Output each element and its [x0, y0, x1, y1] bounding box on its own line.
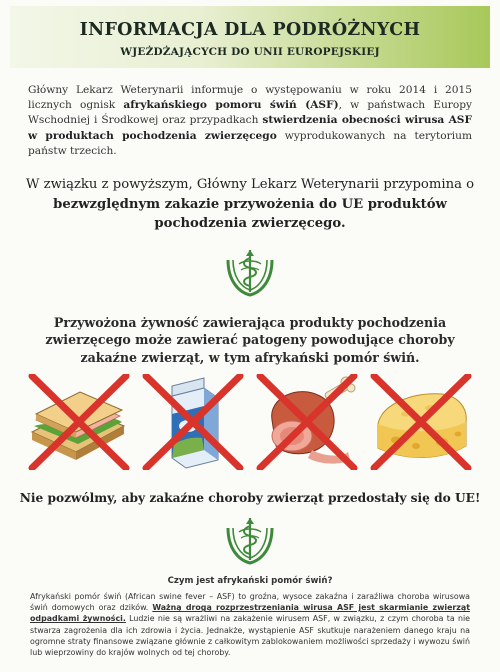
appeal-text: Nie pozwólmy, aby zakaźne choroby zwierząt przedostały się do UE!	[19, 491, 481, 505]
intro-text-3: wyprodukowanych na terytorium państw trzecich.	[28, 129, 472, 157]
faq-answer-text-1: Afrykański pomór świń (African swine fever – ASF) to groźna, wysoce zakaźna i zaraźliwa choroba wirusowa świń domowych oraz dzików.	[30, 592, 470, 613]
veterinary-emblem-icon	[222, 246, 278, 298]
reminder-text: W związku z powyższym, Główny Lekarz Weterynarii przypomina o	[25, 177, 475, 192]
intro-text-2: , w państwach Europy Wschodniej i Środkowej oraz przypadkach	[28, 99, 472, 127]
import-warning: Przywożona żywność zawierająca produkty pochodzenia zwierzęcego może zawierać patogeny powodujące choroby zakaźne zwierząt, w tym afrykański pomór świń.	[45, 315, 455, 365]
prohibition-crosses	[28, 374, 472, 470]
faq-question: Czym jest afrykański pomór świń?	[167, 576, 333, 586]
intro-text-1: Główny Lekarz Weterynarii informuje o występowaniu w roku 2014 i 2015 licznych ognisk	[28, 84, 472, 112]
intro-bold-1: afrykańskiego pomoru świń (ASF)	[123, 99, 339, 112]
prohibited-food-row	[28, 374, 472, 470]
faq-answer-text-2: Ludzie nie są wrażliwi na zakażenie wirusem ASF, w związku, z czym choroba ta nie stwarza zagrożenia dla ich zdrowia i życia. Jednakże, wystąpienie ASF skutkuje narażeniem danego kraju na ogromne straty finansowe związane głównie z całkowitym zablokowaniem możliwości sprzedaży i wywozu świń lub wieprzowiny do krajów wolnych od tej choroby.	[30, 614, 470, 658]
page-subtitle: WJEŻDŻAJĄCYCH DO UNII EUROPEJSKIEJ	[120, 46, 380, 58]
ban-reminder	[22, 175, 478, 234]
intro-paragraph	[28, 83, 472, 159]
faq-answer-bold: Ważną drogą rozprzestrzeniania wirusa ASF jest skarmianie zwierząt odpadkami żywności.	[30, 603, 470, 624]
page-title: INFORMACJA DLA PODRÓŻNYCH	[79, 20, 421, 40]
intro-bold-2: stwierdzenia obecności wirusa ASF w produktach pochodzenia zwierzęcego	[28, 114, 472, 142]
veterinary-emblem-icon-2	[222, 514, 278, 566]
faq-answer	[30, 591, 470, 658]
header-banner	[10, 6, 490, 68]
reminder-bold: bezwzględnym zakazie przywożenia do UE produktów pochodzenia zwierzęcego.	[53, 196, 447, 231]
